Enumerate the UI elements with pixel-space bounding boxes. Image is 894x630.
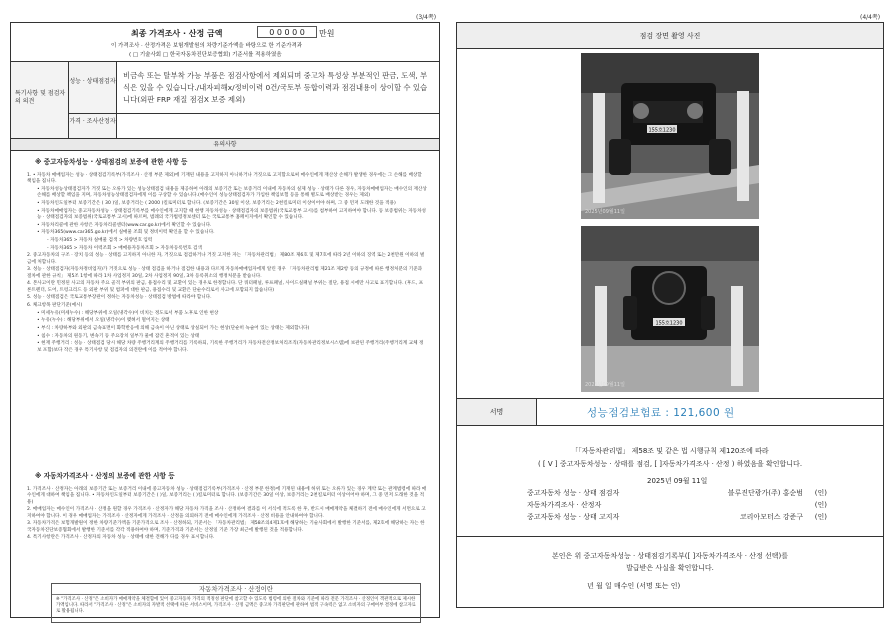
notice-item: • 자동차매매업자는 중고자동차성능 · 상태점검기록부를 매수인에게 고지할 때 현행 자동차성능 · 상태점검자의 보증범위(국토교통부 고시)를 첨부하여 고지하여야 합니다. 등 보증범위는 자동차성능 · 상태점검자의 보증범위(국토교통부 고시)에 따르며, 범례의 국가법령정보센터 또는 국토교통부 홈페이지에서 확인할 수 있습니다. bbox=[37, 208, 426, 220]
ack-line-2: 발급받은 사실을 확인합니다. bbox=[626, 564, 714, 572]
notice-item: 3. 성능 · 상태점검자(자동차정비업자)가 거짓으로 성능 · 상태 점검을 하거나 점검한 내용과 다르게 자동차매매업자에게 알린 경우 「자동차관리법 제21조 제2항 등의 규정에 따른 행정처분의 기준과 절차에 관한 규칙」 제5조 1항에 따라 1차 사업정지 30일, 2차 사업정지 90일, 3차 등록취소의 행정처분을 받습니다. bbox=[27, 267, 423, 279]
photo-header: 점검 장면 촬영 사진 bbox=[457, 23, 883, 49]
final-price-note-2: ( □ 기술사회 □ 한국자동차진단보증협회) 기준서를 적용하였음 bbox=[129, 52, 282, 58]
photo-2-timestamp: 2025년09월11일 bbox=[585, 382, 625, 388]
notice-item: - 자동차365 > 자동차 실매물 검색 > 차량번호 입력 bbox=[47, 238, 153, 244]
specialist-side-label: 특기사항 및 점검자의 의견 bbox=[11, 62, 69, 138]
cert-line-1: 「「자동차관리법」 제58조 및 같은 법 시행규칙 제120조에 따라 bbox=[571, 447, 769, 455]
notice-item: • 부식 : 차량하부와 외판의 금속표면이 화학반응에 의해 금속이 아닌 상태로 상실되어 가는 현상(단순히 녹슬어 있는 상태는 제외합니다) bbox=[37, 326, 310, 332]
photo-1-timestamp: 2025년09월11일 bbox=[585, 209, 625, 215]
page-number-right: (4/4쪽) bbox=[860, 14, 881, 21]
section2-items bbox=[27, 487, 427, 543]
seal-mark: (인) bbox=[814, 513, 827, 521]
appraiser-label: 가격 · 조사산정자 bbox=[69, 114, 117, 138]
inspection-photo-2 bbox=[581, 226, 759, 392]
cert-line-2: ( [ V ] 중고자동차성능 · 상태를 점검, [ ]자동차가격조사 · 산정 ) 하였음을 확인합니다. bbox=[537, 460, 803, 468]
price-appraisal-box bbox=[51, 583, 421, 623]
right-page bbox=[456, 22, 884, 608]
notice-item: 3. 자동차가격은 보험개발원이 정한 차량기준가액을 기준가격으로 조사 · 산정하되, 기준서는 「자동차관리법」 제58조의4제1호에 해당하는 기술사회에서 발행한 기준서를, 제2호에 해당하는 자는 한국자동차진단보증협회에서 발행한 기준서를 각각 적용하여야 하며, 기준가격과 기준서는 산정일 기준 가장 최근에 발행된 것을 적용합니다. bbox=[27, 521, 425, 533]
notice-item: 4. 본사고이란 민정된 사고의 자동차 주요 골격 부위의 판금, 용접수리 및 교환이 있는 경우로 한정합니다. 단 쿼터패널, 루프패널, 사이드실패널 부위는 절단, 용접 시에만 사고로 표기합니다. (후드, 프론트펜더, 도어, 트렁크리드 등 외판 부위 및 범퍼에 대한 판금, 용접수리 및 교환은 단순수리로서 사고에 포함되지 않습니다) bbox=[27, 281, 424, 293]
notice-item: • 누유(누수) : 해당부위에서 오일(냉각수)이 맺혀서 떨어지는 상태 bbox=[37, 318, 170, 324]
section2-title: ※ 자동차가격조사 · 산정의 보증에 관한 사항 등 bbox=[35, 472, 175, 480]
notice-item: 5. 성능 · 상태점검은 국토교통부장관이 정하는 자동차성능 · 상태점검 방법에 따라야 합니다. bbox=[27, 295, 212, 301]
seal-mark: (인) bbox=[814, 501, 827, 509]
notice-item: • 미세누유(미세누수) : 해당부위에 오일(냉각수)이 비치는 정도로서 부품 노후로 인한 현상 bbox=[37, 310, 219, 316]
page-number-left: (3/4쪽) bbox=[416, 14, 437, 21]
notice-item: 6. 체크항목 판단기준(예시) bbox=[27, 303, 83, 309]
final-price-block bbox=[11, 23, 439, 61]
notice-item: • 침수 : 자동차의 원동기, 변속기 등 주요장치 일부가 물에 잠긴 흔적이 있는 상태 bbox=[37, 333, 200, 339]
ack-line-3: 년 월 일 매수인 (서명 또는 인) bbox=[587, 582, 681, 590]
notice-item: 2. 중고자동차의 구조 · 장치 등의 성능 · 상태를 고지하지 아니한 자, 거짓으로 점검하거나 거짓 고지한 자는 「자동차관리법」 제80조 제6호 및 제7호에 따라 2년 이하의 징역 또는 2천만원 이하의 벌금에 처합니다. bbox=[27, 253, 425, 265]
buyer-acknowledgement bbox=[457, 536, 883, 606]
notice-body bbox=[11, 151, 439, 617]
notice-header: 유의사항 bbox=[11, 139, 439, 151]
inspector-opinion: 비금속 또는 탈부착 가능 부품은 점검사항에서 제외되며 중고차 특성상 부분적인 판금, 도색, 부식은 있을 수 있습니다./내자피해x/정비이력 0건/국토부 등합이력과 점검내용이 상이할 수 있습니다(외판 FRP 재질 점검X 보증 제외) bbox=[117, 62, 439, 114]
notice-item: 4. 특기사항란은 가격조사 · 산정자의 자동차 성능 · 상태에 대한 견해가 다를 경우 표시합니다. bbox=[27, 535, 215, 541]
cert-date: 2025년 09월 11일 bbox=[647, 477, 708, 485]
final-price-unit: 만원 bbox=[319, 29, 335, 38]
signature-label: 서명 bbox=[457, 399, 537, 425]
price-appraisal-box-text: ※ "가격조사 · 산정"은 소비자가 매매계약을 체결함에 있어 중고자동차 가격의 적정성 판단에 참고할 수 있도록 법령에 의한 절차와 기준에 따라 전문 가격조사 · 산정인이 객관적으로 제시한 가액입니다. 따라서 "가격조사 · 산정"은 소비자의 자발적 선택에 따른 서비스이며, 가격조사 · 산정 금액은 중고차 가격판단에 관하여 법적 구속력은 없고 소비자의 구매여부 결정에 참고자료로 활용됩니다. bbox=[56, 597, 416, 614]
notice-item: 1. 가격조사 · 산정자는 아래의 보증기간 또는 보증거리 이내에 중고자동차 성능 · 상태점검기록부(가격조사 · 산정 부분 한정)에 기재된 내용에 허위 또는 오류가 있는 경우 계약 또는 관계법령에 따라 매수인에게 대하여 책임을 집니다. • 자동차인도일부터 보증기간은 ( )일, 보증거리는 ( )킬로미터로 합니다. (보증기간은 30일 이상, 보증거리는 2천킬로미터 이상이어야 하며, 그 중 먼저 도래한 것을 적용) bbox=[27, 487, 427, 505]
notice-item: • 자동차인도일부터 보증기간은 ( 30 )일, 보증거리는 ( 2000 )킬로미터로 합니다. (보증기간은 30일 이상, 보증거리는 2천킬로미터 이상이어야 하며, 그 중 먼저 도래한 것을 적용) bbox=[37, 200, 396, 206]
certification-block: 「「자동차관리법」 제58조 및 같은 법 시행규칙 제120조에 따라 ( [ V ] 중고자동차성능 · 상태를 점검, [ ]자동차가격조사 · 산정 ) 하였음을 확인합니다. 2025년 09월 11일 중고자동차 성능 · 상태 점검자 블루진단광가(주) 홍순범 (인) 자동차가격조사 · 산정자 (인) 중고자동차 성능 · 상태 고지자 코리아모터스 강준구 (인) bbox=[457, 426, 883, 536]
final-price-title: 최종 가격조사 · 산정 금액 bbox=[131, 29, 223, 38]
inspection-insurance-fee: 성능점검보험료 : 121,600 원 bbox=[587, 407, 735, 419]
notice-item: • 자동차성능상태점검자가 거짓 또는 오류가 있는 성능상태점검 내용을 제공하여 아래의 보증기간 또는 보증거리 이내에 자동차의 실제 성능 · 상태가 다른 경우, 자동차매매업자는 매수인의 재산상 손해를 배상할 책임을 지며, 자동차성능상태점검자에게 이를 구상할 수 있습니다.(매수인이 성능상태점검자가 가입한 책임보험 등을 통해 별도로 배상받는 경우는 제외) bbox=[37, 186, 427, 199]
section1-items bbox=[27, 173, 427, 355]
inspection-photo-1 bbox=[581, 53, 759, 219]
final-price-note-1: 이 가격조사 · 산정가격은 보험개발원의 차량기준가액을 바탕으로 한 기준가격과 bbox=[111, 43, 303, 49]
notice-item: • 자동차365(www.car365.go.kr)에서 실매물 조회 및 정비이력 확인을 할 수 있습니다. bbox=[37, 230, 215, 236]
ack-line-1: 본인은 위 중고자동차성능 · 상태점검기록부([ ]자동차가격조사 · 산정 선택)를 bbox=[551, 552, 789, 560]
specialist-opinion-table bbox=[11, 61, 439, 139]
left-page bbox=[10, 22, 440, 618]
notice-item: 2. 매매업자는 매수인이 가격조사 · 산정을 원할 경우 가격조사 · 산정자가 해당 자동차 가격을 조사 · 산정하여 결과를 이 서식에 적도록 한 후, 반드시 매매계약을 체결하기 전에 매수인에게 서면으로 고지하여야 합니다. 이 경우 매매업자는 가격조사 · 산정자에게 가격조사 · 산정을 의뢰하기 전에 매수인에게 가격조사 · 산정 비용을 안내하여야 합니다. bbox=[27, 507, 426, 519]
inspector-label: 성능 · 상태점검자 bbox=[69, 62, 117, 114]
section1-title: ※ 중고자동차성능 · 상태점검의 보증에 관한 사항 등 bbox=[35, 158, 188, 166]
price-appraisal-box-title: 자동차가격조사 · 산정이란 bbox=[52, 584, 420, 595]
final-price-amount: 0 0 0 0 0 bbox=[257, 26, 317, 38]
signature-row bbox=[457, 398, 883, 426]
notice-item: • 자동차리콜에 관한 사항은 자동차리콜센터(www.car.go.kr)에서 확인할 수 있습니다. bbox=[37, 222, 212, 228]
plate-1: 155호1230 bbox=[648, 127, 676, 134]
seal-mark: (인) bbox=[814, 489, 827, 497]
notice-item: 1. • 자동차 매매업자는 성능 · 상태점검기록부(가격조사 · 산정 부분 제외)에 기재된 내용을 고지하지 아니하거나 거짓으로 고지함으로써 매수인에게 재산상 손해가 발생한 경우에는 그 손해를 배상할 책임을 집니다. bbox=[27, 173, 422, 185]
plate-2: 155호1230 bbox=[655, 320, 683, 327]
notice-item: - 자동차365 > 자동차 이력조회 > 매매용자동차조회 > 자동차등록번호 검색 bbox=[47, 245, 202, 251]
notice-item: • 현재 주행거리 : 성능 · 상태점검 당시 해당 차량 주행거리계의 주행거리를 기록하되, 기록한 주행거리가 자동차전산정보처리조직(자동차관리정보시스템)에 보관된 주행거리(주행거리계 교체 정보 포함)보다 작은 경우 특기사항 및 점검자의 의견란에 이를 적어야 합니다. bbox=[37, 341, 424, 353]
